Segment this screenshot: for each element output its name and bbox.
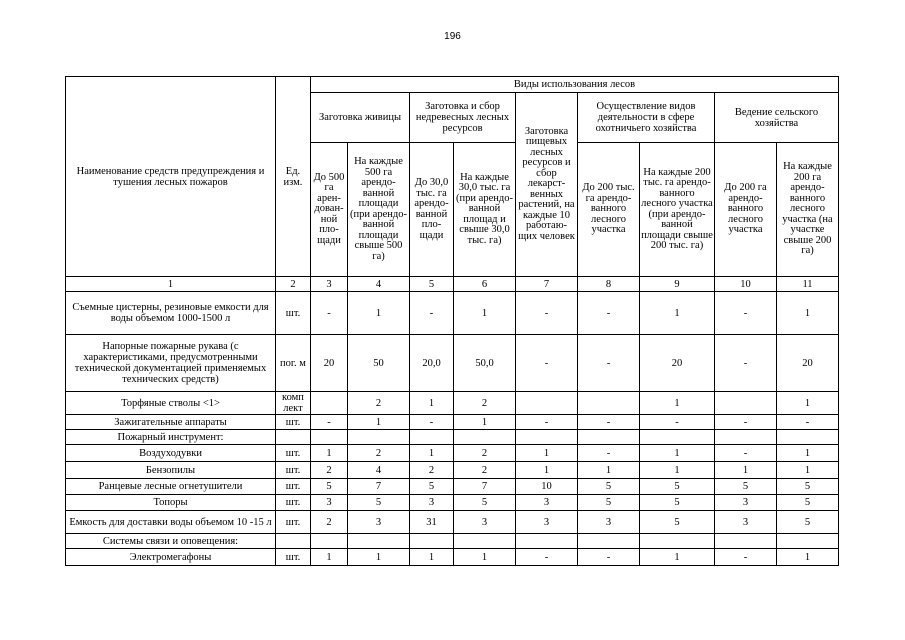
row-value: 50: [348, 335, 410, 392]
equipment-norms-table: [65, 76, 839, 566]
header-group-food: Заготовка пищевых лесных ресурсов и сбор лекарст-венных растений, на каждые 10 работаю-щих человек: [516, 93, 578, 277]
row-value: 20: [640, 335, 715, 392]
row-name: Торфяные стволы <1>: [66, 392, 276, 415]
row-value: 1: [640, 292, 715, 335]
row-value: 5: [715, 479, 777, 495]
table-row: [66, 430, 839, 445]
header-sub-10: До 200 га арендо-ванного лесного участка: [715, 143, 777, 277]
column-number: 5: [410, 277, 454, 292]
row-value: -: [516, 292, 578, 335]
row-value: [516, 534, 578, 549]
row-value: 1: [454, 415, 516, 430]
header-unit-col: Ед. изм.: [276, 77, 311, 277]
row-name: Топоры: [66, 495, 276, 511]
column-number: 3: [311, 277, 348, 292]
row-value: 5: [348, 495, 410, 511]
row-unit: [276, 534, 311, 549]
row-unit: шт.: [276, 495, 311, 511]
row-value: [516, 430, 578, 445]
row-value: 5: [640, 495, 715, 511]
table-body: [66, 277, 839, 566]
row-value: 5: [454, 495, 516, 511]
row-value: [311, 392, 348, 415]
row-unit: шт.: [276, 549, 311, 566]
header-group-hunting: Осуществление видов деятельности в сфере охотничьего хозяйства: [578, 93, 715, 143]
row-value: [715, 392, 777, 415]
row-value: 4: [348, 462, 410, 479]
row-value: 7: [454, 479, 516, 495]
column-number: 8: [578, 277, 640, 292]
table-row: [66, 392, 839, 415]
row-value: [777, 534, 839, 549]
row-value: 5: [410, 479, 454, 495]
row-value: 2: [348, 392, 410, 415]
row-unit: шт.: [276, 462, 311, 479]
row-value: [348, 534, 410, 549]
row-value: 1: [640, 462, 715, 479]
table-row: [66, 479, 839, 495]
row-value: 5: [777, 479, 839, 495]
header-name-col: Наименование средств предупреждения и тушения лесных пожаров: [66, 77, 276, 277]
row-value: -: [311, 415, 348, 430]
row-name: Электромегафоны: [66, 549, 276, 566]
row-name: Бензопилы: [66, 462, 276, 479]
row-value: -: [516, 549, 578, 566]
row-value: -: [516, 335, 578, 392]
header-sub-6: На каждые 30,0 тыс. га (при арендо-ванной площад и свыше 30,0 тыс. га): [454, 143, 516, 277]
row-value: -: [516, 415, 578, 430]
row-name: Емкость для доставки воды объемом 10 -15 л: [66, 511, 276, 534]
row-value: 5: [777, 511, 839, 534]
row-unit: шт.: [276, 511, 311, 534]
row-value: 3: [410, 495, 454, 511]
row-name: Съемные цистерны, резиновые емкости для воды объемом 1000-1500 л: [66, 292, 276, 335]
row-value: 2: [410, 462, 454, 479]
table-row: [66, 495, 839, 511]
row-value: [640, 534, 715, 549]
row-unit: [276, 430, 311, 445]
row-value: -: [578, 292, 640, 335]
row-value: 1: [454, 292, 516, 335]
row-value: 3: [311, 495, 348, 511]
row-unit: комп лект: [276, 392, 311, 415]
row-value: 20: [311, 335, 348, 392]
row-value: -: [777, 415, 839, 430]
row-value: 1: [410, 392, 454, 415]
column-number-row: [66, 277, 839, 292]
table-row: [66, 462, 839, 479]
row-value: 1: [777, 549, 839, 566]
row-value: 1: [777, 292, 839, 335]
header-sub-11: На каждые 200 га арендо-ванного лесного участка (на участке свыше 200 га): [777, 143, 839, 277]
column-number: 11: [777, 277, 839, 292]
table-row: [66, 292, 839, 335]
row-value: 1: [640, 445, 715, 462]
table-row: [66, 415, 839, 430]
row-value: 1: [348, 549, 410, 566]
row-value: 20: [777, 335, 839, 392]
row-unit: шт.: [276, 415, 311, 430]
row-value: 2: [348, 445, 410, 462]
row-value: 3: [454, 511, 516, 534]
row-value: 3: [715, 511, 777, 534]
row-unit: шт.: [276, 292, 311, 335]
row-value: -: [578, 445, 640, 462]
row-value: [777, 430, 839, 445]
row-name: Системы связи и оповещения:: [66, 534, 276, 549]
row-value: 3: [715, 495, 777, 511]
row-value: 1: [640, 549, 715, 566]
row-value: 31: [410, 511, 454, 534]
column-number: 6: [454, 277, 516, 292]
row-unit: шт.: [276, 445, 311, 462]
row-value: 3: [578, 511, 640, 534]
row-value: [715, 534, 777, 549]
row-unit: шт.: [276, 479, 311, 495]
row-name: Пожарный инструмент:: [66, 430, 276, 445]
row-value: 1: [715, 462, 777, 479]
row-value: [578, 392, 640, 415]
column-number: 2: [276, 277, 311, 292]
row-name: Напорные пожарные рукава (с характеристиками, предусмотренными технической документацией применяемых технических средств): [66, 335, 276, 392]
row-value: [454, 534, 516, 549]
row-value: [454, 430, 516, 445]
row-value: 1: [516, 462, 578, 479]
row-value: -: [715, 445, 777, 462]
row-unit: пог. м: [276, 335, 311, 392]
row-value: 3: [516, 511, 578, 534]
header-group-agriculture: Ведение сельского хозяйства: [715, 93, 839, 143]
row-value: 1: [516, 445, 578, 462]
row-value: 5: [777, 495, 839, 511]
row-value: -: [715, 292, 777, 335]
table-row: [66, 534, 839, 549]
row-value: 5: [578, 495, 640, 511]
row-value: 7: [348, 479, 410, 495]
column-number: 9: [640, 277, 715, 292]
row-value: 10: [516, 479, 578, 495]
header-sub-8: До 200 тыс. га арендо-ванного лесного участка: [578, 143, 640, 277]
row-value: -: [578, 335, 640, 392]
row-value: [410, 534, 454, 549]
row-value: 1: [348, 292, 410, 335]
row-value: -: [715, 415, 777, 430]
column-number: 4: [348, 277, 410, 292]
row-name: Ранцевые лесные огнетушители: [66, 479, 276, 495]
row-value: -: [410, 415, 454, 430]
row-value: [311, 430, 348, 445]
header-sub-3: До 500 га арен-дован-ной пло-щади: [311, 143, 348, 277]
row-value: 2: [454, 392, 516, 415]
row-value: -: [311, 292, 348, 335]
row-value: 3: [516, 495, 578, 511]
row-value: [311, 534, 348, 549]
row-value: 1: [410, 445, 454, 462]
header-group-resin: Заготовка живицы: [311, 93, 410, 143]
row-value: 20,0: [410, 335, 454, 392]
row-value: 5: [311, 479, 348, 495]
row-value: [578, 534, 640, 549]
row-value: -: [715, 335, 777, 392]
page-number: 196: [444, 31, 461, 42]
table-row: [66, 511, 839, 534]
column-number: 1: [66, 277, 276, 292]
row-value: -: [578, 415, 640, 430]
column-number: 10: [715, 277, 777, 292]
row-value: 3: [348, 511, 410, 534]
table-row: [66, 335, 839, 392]
header-sub-9: На каждые 200 тыс. га арендо-ванного лесного участка (при арендо-ванной площади свыше 200 тыс. га): [640, 143, 715, 277]
row-value: [348, 430, 410, 445]
row-value: 1: [777, 445, 839, 462]
row-value: 2: [311, 462, 348, 479]
row-value: 5: [640, 511, 715, 534]
row-value: -: [640, 415, 715, 430]
header-top-group: Виды использования лесов: [311, 77, 839, 93]
row-value: 1: [777, 462, 839, 479]
row-value: [640, 430, 715, 445]
row-name: Воздуходувки: [66, 445, 276, 462]
row-value: 5: [640, 479, 715, 495]
row-name: Зажигательные аппараты: [66, 415, 276, 430]
row-value: -: [410, 292, 454, 335]
row-value: 2: [454, 462, 516, 479]
header-group-nonwood: Заготовка и сбор недревесных лесных ресурсов: [410, 93, 516, 143]
row-value: [715, 430, 777, 445]
row-value: 1: [640, 392, 715, 415]
header-sub-4: На каждые 500 га арендо-ванной площади (при арендо-ванной площади свыше 500 га): [348, 143, 410, 277]
row-value: 1: [454, 549, 516, 566]
table-row: [66, 549, 839, 566]
row-value: [578, 430, 640, 445]
column-number: 7: [516, 277, 578, 292]
row-value: 1: [311, 549, 348, 566]
row-value: 1: [578, 462, 640, 479]
row-value: -: [578, 549, 640, 566]
row-value: 2: [454, 445, 516, 462]
row-value: 5: [578, 479, 640, 495]
row-value: 1: [311, 445, 348, 462]
row-value: 1: [410, 549, 454, 566]
header-sub-5: До 30,0 тыс. га арендо-ванной пло-щади: [410, 143, 454, 277]
row-value: 50,0: [454, 335, 516, 392]
row-value: 2: [311, 511, 348, 534]
row-value: [410, 430, 454, 445]
row-value: 1: [777, 392, 839, 415]
row-value: [516, 392, 578, 415]
row-value: 1: [348, 415, 410, 430]
table-row: [66, 445, 839, 462]
row-value: -: [715, 549, 777, 566]
